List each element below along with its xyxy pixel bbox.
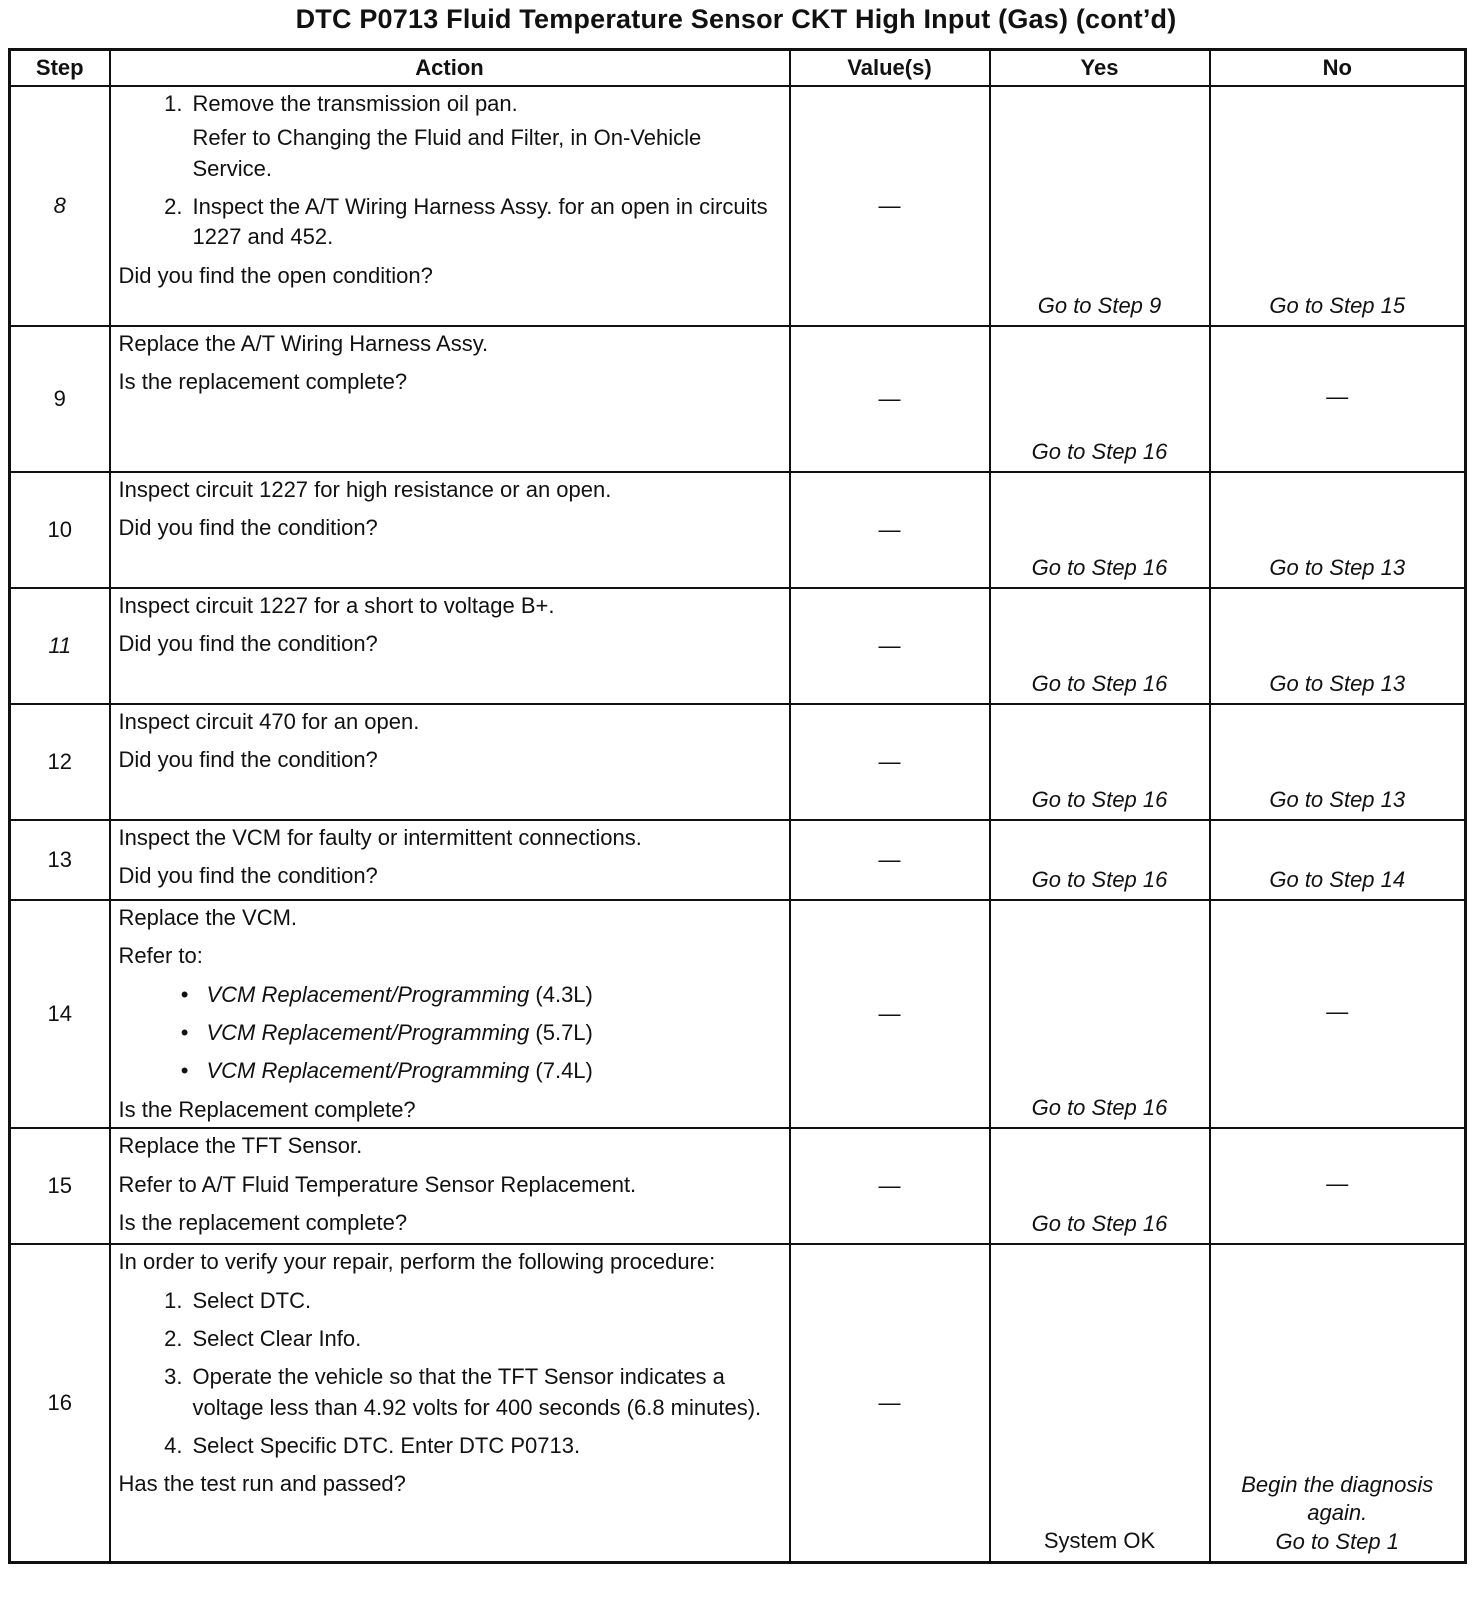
value-cell: — — [790, 1244, 990, 1562]
step-number: 12 — [10, 704, 110, 820]
action-cell — [110, 86, 790, 326]
step-number: 15 — [10, 1128, 110, 1244]
no-cell: — — [1210, 326, 1466, 472]
no-cell: — — [1210, 1128, 1466, 1244]
action-question: Is the replacement complete? — [118, 369, 408, 395]
action-cell — [110, 326, 790, 472]
action-question: Did you find the condition? — [118, 747, 378, 773]
list-item: 2. Inspect the A/T Wiring Harness Assy. for an open in circuits 1227 and 452. — [164, 194, 768, 250]
action-text: Replace the VCM. — [118, 905, 298, 930]
action-question: Did you find the condition? — [118, 863, 378, 889]
yes-cell: Go to Step 9 — [990, 86, 1210, 326]
step-number: 14 — [10, 900, 110, 1128]
action-question: Has the test run and passed? — [118, 1471, 406, 1497]
step-number: 10 — [10, 472, 110, 588]
no-text-line: Go to Step 1 — [1275, 1529, 1400, 1555]
table-row — [10, 472, 1466, 588]
action-question: Is the Replacement complete? — [118, 1096, 416, 1122]
action-text: Inspect circuit 1227 for a short to voltage B+. — [118, 593, 555, 618]
action-cell — [110, 1128, 790, 1244]
header-step: Step — [10, 50, 110, 87]
action-question: Is the replacement complete? — [118, 1209, 408, 1235]
action-text: Replace the TFT Sensor. — [118, 1133, 363, 1159]
yes-cell: Go to Step 16 — [990, 900, 1210, 1128]
action-question: Did you find the open condition? — [118, 262, 433, 288]
table-row — [10, 1244, 1466, 1562]
table-row — [10, 588, 1466, 704]
action-cell — [110, 704, 790, 820]
table-row — [10, 900, 1466, 1128]
no-cell: — — [1210, 900, 1466, 1128]
list-item: 1. Remove the transmission oil pan. — [164, 91, 518, 116]
step-number: 9 — [10, 326, 110, 472]
action-note: Refer to Changing the Fluid and Filter, in On-Vehicle Service. — [192, 125, 702, 181]
bullet-icon: • — [180, 981, 189, 1007]
action-cell — [110, 820, 790, 900]
step-number: 13 — [10, 820, 110, 900]
action-text: Inspect circuit 1227 for high resistance or an open. — [118, 477, 612, 502]
reference-link[interactable]: VCM Replacement/Programming — [206, 1020, 530, 1046]
header-action: Action — [110, 50, 790, 87]
yes-cell: Go to Step 16 — [990, 588, 1210, 704]
no-cell: Go to Step 13 — [1210, 588, 1466, 704]
value-cell: — — [790, 86, 990, 326]
action-cell — [110, 588, 790, 704]
action-text: In order to verify your repair, perform the following procedure: — [118, 1249, 716, 1275]
list-item: • VCM Replacement/Programming (4.3L) — [119, 980, 783, 1010]
action-question: Did you find the condition? — [118, 515, 378, 541]
yes-cell: Go to Step 16 — [990, 1128, 1210, 1244]
no-cell: Go to Step 13 — [1210, 704, 1466, 820]
list-item: 4. Select Specific DTC. Enter DTC P0713. — [164, 1432, 581, 1458]
header-no: No — [1210, 50, 1466, 87]
action-refer: Refer to: — [118, 943, 203, 969]
value-cell: — — [790, 472, 990, 588]
value-cell: — — [790, 900, 990, 1128]
reference-link[interactable]: VCM Replacement/Programming — [206, 981, 530, 1007]
action-text: Inspect circuit 470 for an open. — [118, 709, 420, 734]
no-cell: Go to Step 15 — [1210, 86, 1466, 326]
yes-cell: Go to Step 16 — [990, 472, 1210, 588]
table-row — [10, 704, 1466, 820]
action-text: Replace the A/T Wiring Harness Assy. — [118, 331, 489, 356]
list-item: • VCM Replacement/Programming (5.7L) — [119, 1018, 783, 1048]
action-cell — [110, 472, 790, 588]
value-cell: — — [790, 1128, 990, 1244]
table-row — [10, 1128, 1466, 1244]
action-question: Did you find the condition? — [118, 631, 378, 657]
value-cell: — — [790, 588, 990, 704]
yes-cell: Go to Step 16 — [990, 704, 1210, 820]
value-cell: — — [790, 326, 990, 472]
no-cell: Go to Step 14 — [1210, 820, 1466, 900]
bullet-icon: • — [180, 1020, 189, 1046]
diagnostic-table — [8, 48, 1467, 1564]
table-row — [10, 326, 1466, 472]
action-cell — [110, 900, 790, 1128]
yes-cell: Go to Step 16 — [990, 820, 1210, 900]
action-refer: Refer to A/T Fluid Temperature Sensor Replacement. — [118, 1171, 637, 1197]
step-number: 11 — [10, 588, 110, 704]
step-number: 8 — [10, 86, 110, 326]
table-header-row — [10, 50, 1466, 87]
yes-cell: Go to Step 16 — [990, 326, 1210, 472]
bullet-icon: • — [180, 1058, 189, 1084]
no-cell — [1210, 1244, 1466, 1562]
table-row — [10, 820, 1466, 900]
no-text-line: Begin the diagnosis again. — [1241, 1471, 1434, 1526]
reference-link[interactable]: VCM Replacement/Programming — [206, 1058, 530, 1084]
list-item: 3. Operate the vehicle so that the TFT Sensor indicates a voltage less than 4.92 volts for 400 seconds (6.8 minutes). — [164, 1364, 762, 1420]
action-text: Inspect the VCM for faulty or intermittent connections. — [118, 825, 642, 850]
header-yes: Yes — [990, 50, 1210, 87]
table-row — [10, 86, 1466, 326]
list-item: 1. Select DTC. — [164, 1287, 312, 1313]
page-title: DTC P0713 Fluid Temperature Sensor CKT High Input (Gas) (cont’d) — [295, 4, 1177, 34]
yes-cell: System OK — [990, 1244, 1210, 1562]
value-cell: — — [790, 704, 990, 820]
no-cell: Go to Step 13 — [1210, 472, 1466, 588]
list-item: • VCM Replacement/Programming (7.4L) — [119, 1056, 783, 1086]
step-number: 16 — [10, 1244, 110, 1562]
list-item: 2. Select Clear Info. — [164, 1325, 362, 1351]
action-cell — [110, 1244, 790, 1562]
header-values: Value(s) — [790, 50, 990, 87]
value-cell: — — [790, 820, 990, 900]
